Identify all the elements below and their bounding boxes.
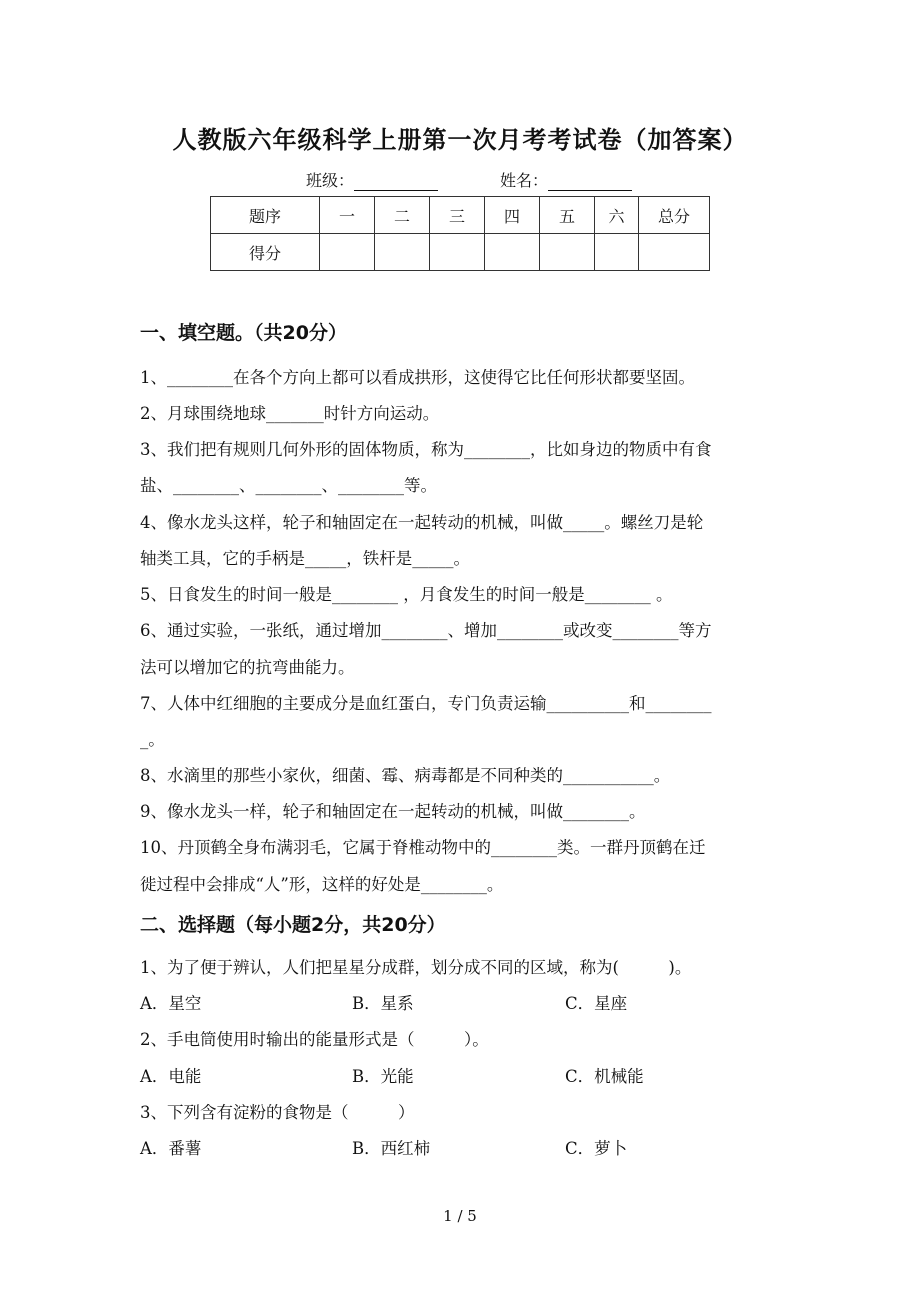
score-cell-empty (595, 234, 639, 271)
question-line: 轴类工具，它的手柄是_____，铁杆是_____。 (140, 549, 470, 568)
class-blank (354, 172, 438, 191)
question-line: 5、日食发生的时间一般是________ ，月食发生的时间一般是________ 。 (140, 585, 673, 604)
score-cell-empty (320, 234, 375, 271)
option-c: C．机械能 (565, 1067, 644, 1086)
option-b: B．光能 (352, 1067, 414, 1086)
question-stem: 3、下列含有淀粉的食物是（ ） (140, 1103, 415, 1122)
class-label: 班级： (306, 171, 355, 190)
score-cell: 五 (540, 197, 595, 234)
section-heading: 一、填空题。（共20分） (140, 322, 347, 344)
score-table-header-row (211, 197, 710, 234)
name-label: 姓名： (500, 171, 549, 190)
option-a: A．番薯 (140, 1139, 202, 1158)
score-cell: 得分 (211, 234, 320, 271)
class-field (306, 168, 438, 191)
question-line: 9、像水龙头一样，轮子和轴固定在一起转动的机械，叫做________。 (140, 802, 646, 821)
option-a: A．电能 (140, 1067, 202, 1086)
score-cell-empty (485, 234, 540, 271)
question-line: 3、我们把有规则几何外形的固体物质，称为________，比如身边的物质中有食 (140, 440, 712, 459)
question-line: 10、丹顶鹤全身布满羽毛，它属于脊椎动物中的________类。一群丹顶鹤在迁 (140, 838, 706, 857)
score-cell-empty (430, 234, 485, 271)
name-blank (548, 172, 632, 191)
question-line: 4、像水龙头这样，轮子和轴固定在一起转动的机械，叫做_____。螺丝刀是轮 (140, 513, 704, 532)
page-number: 1 / 5 (443, 1207, 477, 1225)
score-cell-empty (540, 234, 595, 271)
score-cell: 三 (430, 197, 485, 234)
question-line: _。 (140, 730, 165, 749)
question-line: 8、水滴里的那些小家伙，细菌、霉、病毒都是不同种类的___________。 (140, 766, 671, 785)
option-b: B．星系 (352, 994, 414, 1013)
score-cell-empty (375, 234, 430, 271)
option-a: A．星空 (140, 994, 202, 1013)
score-cell: 二 (375, 197, 430, 234)
question-line: 7、人体中红细胞的主要成分是血红蛋白，专门负责运输__________和________ (140, 694, 712, 713)
score-cell: 题序 (211, 197, 320, 234)
option-b: B．西红柿 (352, 1139, 431, 1158)
option-c: C．萝卜 (565, 1139, 628, 1158)
question-line: 盐、________、________、________等。 (140, 476, 437, 495)
question-line: 1、________在各个方向上都可以看成拱形，这使得它比任何形状都要坚固。 (140, 368, 695, 387)
score-cell-empty (639, 234, 710, 271)
score-cell: 总分 (639, 197, 710, 234)
question-line: 2、月球围绕地球_______时针方向运动。 (140, 404, 440, 423)
score-cell: 一 (320, 197, 375, 234)
question-line: 法可以增加它的抗弯曲能力。 (140, 658, 355, 677)
page-title: 人教版六年级科学上册第一次月考考试卷（加答案） (172, 126, 748, 154)
score-cell: 六 (595, 197, 639, 234)
question-stem: 2、手电筒使用时输出的能量形式是（ ）。 (140, 1030, 489, 1049)
question-stem: 1、为了便于辨认，人们把星星分成群，划分成不同的区域，称为( )。 (140, 958, 692, 977)
score-table (210, 196, 710, 271)
question-line: 徙过程中会排成“人”形，这样的好处是________。 (140, 875, 504, 894)
score-cell: 四 (485, 197, 540, 234)
score-table-score-row (211, 234, 710, 271)
question-line: 6、通过实验，一张纸，通过增加________、增加________或改变________等方 (140, 621, 712, 640)
option-c: C．星座 (565, 994, 628, 1013)
section-heading: 二、选择题（每小题2分，共20分） (140, 914, 446, 936)
name-field (500, 168, 632, 191)
